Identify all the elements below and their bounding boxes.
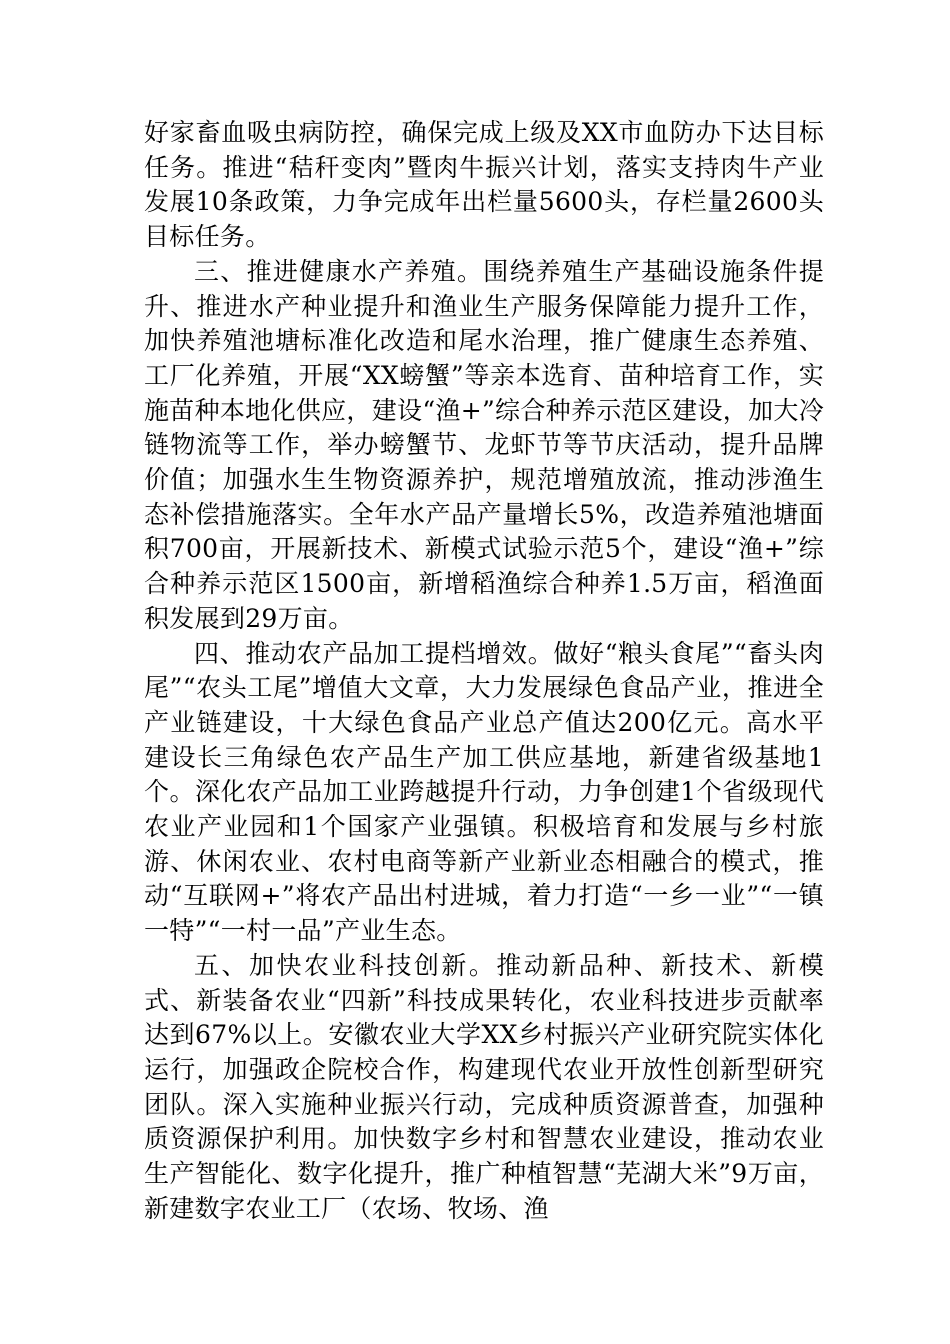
paragraph-technology: 五、加快农业科技创新。推动新品种、新技术、新模式、新装备农业“四新”科技成果转化，农业科技进步贡献率达到67%以上。安徽农业大学XX乡村振兴产业研究院实体化运行，加强政企院校合作，构建现代农业开放性创新型研究团队。深入实施种业振兴行动，完成种质资源普查，加强种质资源保护利用。加快数字乡村和智慧农业建设，推动农业生产智能化、数字化提升，推广种植智慧“芜湖大米”9万亩，新建数字农业工厂（农场、牧场、渔 xyxy=(144,950,824,1223)
document-body xyxy=(144,116,824,1227)
paragraph-livestock-continued: 好家畜血吸虫病防控，确保完成上级及XX市血防办下达目标任务。推进“秸秆变肉”暨肉牛振兴计划，落实支持肉牛产业发展10条政策，力争完成年出栏量5600头，存栏量2600头目标任务。 xyxy=(144,118,824,252)
paragraph-processing: 四、推动农产品加工提档增效。做好“粮头食尾”“畜头肉尾”“农头工尾”增值大文章，大力发展绿色食品产业，推进全产业链建设，十大绿色食品产业总产值达200亿元。高水平建设长三角绿色农产品生产加工供应基地，新建省级基地1个。深化农产品加工业跨越提升行动，力争创建1个省级现代农业产业园和1个国家产业强镇。积极培育和发展与乡村旅游、休闲农业、农村电商等新产业新业态相融合的模式，推动“互联网+”将农产品出村进城，着力打造“一乡一业”“一镇一特”“一村一品”产业生态。 xyxy=(144,638,824,946)
paragraph-aquaculture: 三、推进健康水产养殖。围绕养殖生产基础设施条件提升、推进水产种业提升和渔业生产服务保障能力提升工作，加快养殖池塘标准化改造和尾水治理，推广健康生态养殖、工厂化养殖，开展“XX螃蟹”等亲本选育、苗种培育工作，实施苗种本地化供应，建设“渔+”综合种养示范区建设，加大冷链物流等工作，举办螃蟹节、龙虾节等节庆活动，提升品牌价值；加强水生生物资源养护，规范增殖放流，推动涉渔生态补偿措施落实。全年水产品产量增长5%，改造养殖池塘面积700亩，开展新技术、新模式试验示范5个，建设“渔+”综合种养示范区1500亩，新增稻渔综合种养1.5万亩，稻渔面积发展到29万亩。 xyxy=(144,256,824,633)
